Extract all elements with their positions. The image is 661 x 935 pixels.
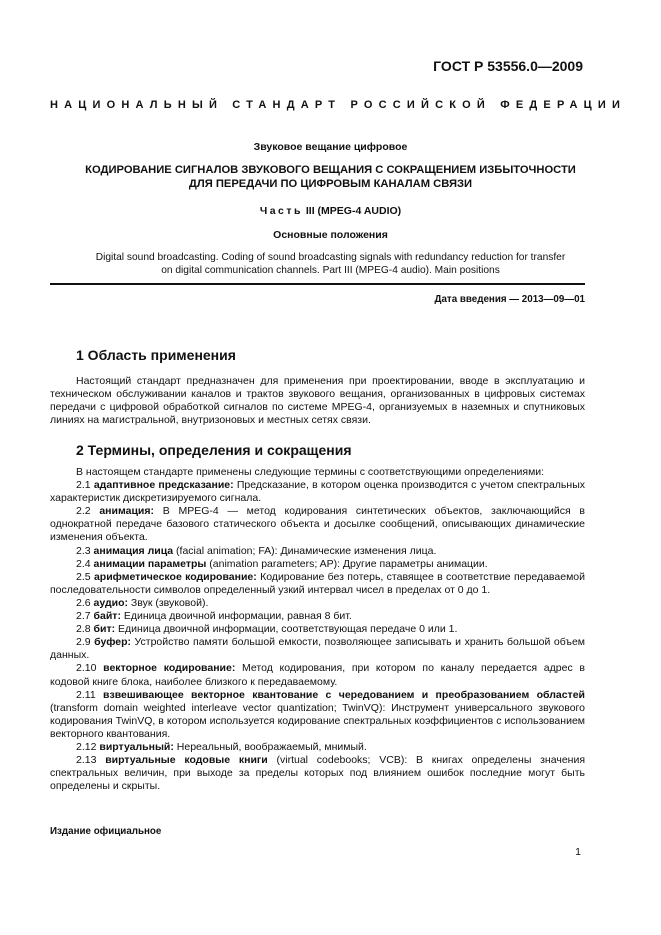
terms-list (50, 479, 585, 793)
term-definition: (animation parameters; AP): Другие параметры анимации. (206, 557, 488, 570)
document-subtitle: Звуковое вещание цифровое (253, 141, 408, 153)
english-title-line-2: on digital communication channels. Part III (MPEG-4 audio). Main positions (161, 264, 500, 276)
term-definition: Единица двоичной информации, соответствующая передаче 0 или 1. (115, 623, 458, 636)
term-definition: Единица двоичной информации, равная 8 бит. (120, 610, 352, 623)
term-entry (50, 505, 585, 544)
national-standard-heading: НАЦИОНАЛЬНЫЙ СТАНДАРТ РОССИЙСКОЙ ФЕДЕРАЦИИ (50, 99, 627, 111)
section-2-intro: В настоящем стандарте применены следующие термины с соответствующими определениями: (76, 466, 545, 478)
term-number: 2.13 (76, 754, 97, 767)
part-word: Часть (259, 205, 303, 217)
basic-provisions: Основные положения (273, 229, 388, 241)
term-definition: В MPEG-4 — метод кодирования синтетических объектов, заключающийся в однократной передаче базового статического объекта и досылке сообщений, описывающих динамические изменения объекта. (50, 505, 585, 544)
term-entry (50, 636, 585, 662)
term-name: анимация: (99, 505, 154, 518)
page-number: 1 (575, 846, 581, 858)
term-entry (50, 571, 585, 597)
term-definition: Предсказание, в котором оценка производится с учетом спектральных характеристик дискретизируемого сигнала. (50, 479, 585, 505)
term-entry (50, 662, 585, 688)
term-number: 2.11 (76, 688, 96, 701)
section-2-body (50, 466, 585, 793)
term-name: адаптивное предсказание: (93, 479, 234, 492)
term-definition: Нереальный, воображаемый, мнимый. (173, 740, 367, 753)
section-2-heading: 2 Термины, определения и сокращения (76, 442, 352, 458)
term-definition: Звук (звуковой). (127, 596, 209, 609)
term-name: буфер: (94, 636, 132, 649)
term-number: 2.12 (76, 740, 97, 753)
term-number: 2.1 (76, 479, 91, 492)
term-definition: (facial animation; FA): Динамические изменения лица. (173, 544, 437, 557)
term-name: анимации параметры (93, 557, 207, 570)
term-entry (50, 558, 585, 571)
term-entry (50, 610, 585, 623)
introduction-date: Дата введения — 2013—09—01 (434, 294, 585, 305)
section-1-body (50, 375, 585, 427)
term-name: векторное кодирование: (103, 662, 236, 675)
term-number: 2.3 (76, 544, 91, 557)
term-name: анимация лица (93, 544, 174, 557)
term-name: байт: (93, 610, 121, 623)
term-name: аудио: (93, 596, 128, 609)
term-entry (50, 597, 585, 610)
header-divider (50, 283, 585, 285)
term-definition: Метод кодирования, при котором по каналу передается адрес в кодовой книге блока, наиболее близкого к передаваемому. (50, 662, 585, 688)
term-definition: (transform domain weighted interleave vector quantization; TwinVQ): Инструмент универсального звукового кодирования TwinVQ, в котором используется кодирование спектральных коэффициентов с использованием векторного квантования. (50, 701, 585, 740)
term-entry (50, 689, 585, 741)
term-number: 2.4 (76, 557, 91, 570)
gost-number: ГОСТ Р 53556.0—2009 (433, 58, 583, 74)
term-name: арифметическое кодирование: (93, 570, 257, 583)
term-number: 2.2 (76, 505, 91, 518)
term-number: 2.7 (76, 610, 91, 623)
term-name: виртуальные кодовые книги (105, 754, 268, 767)
term-entry (50, 623, 585, 636)
term-definition: (virtual codebooks; VCB): В книгах определены значения спектральных величин, при выходе за пределы которых под влиянием ошибок последние могут быть определены и скрыты. (50, 754, 586, 793)
document-title (50, 163, 611, 191)
english-title (50, 252, 611, 277)
english-title-line-1: Digital sound broadcasting. Coding of sound broadcasting signals with redundancy reduction for transfer (95, 252, 566, 263)
term-entry (50, 754, 585, 793)
term-number: 2.9 (76, 636, 91, 649)
term-entry (50, 545, 585, 558)
term-number: 2.8 (76, 623, 91, 636)
part-rest: III (MPEG-4 AUDIO) (302, 205, 402, 217)
part-label (50, 205, 611, 217)
term-name: взвешивающее векторное квантование с чередованием и преобразованием областей (103, 688, 585, 701)
term-number: 2.10 (76, 662, 97, 675)
title-line-1: КОДИРОВАНИЕ СИГНАЛОВ ЗВУКОВОГО ВЕЩАНИЯ С СОКРАЩЕНИЕМ ИЗБЫТОЧНОСТИ (85, 164, 576, 176)
term-number: 2.5 (76, 570, 91, 583)
term-entry (50, 741, 585, 754)
term-name: виртуальный: (99, 740, 174, 753)
term-definition: Устройство памяти большой емкости, позволяющее записывать и хранить большой объем данных. (50, 636, 585, 662)
section-1-paragraph: Настоящий стандарт предназначен для применения при проектировании, вводе в эксплуатацию и техническом обслуживании каналов и трактов звукового вещания, организованных в цифровых системах передачи с цифровой обработкой сигналов по системе MPEG-4, организуемых в наземных и спутниковых линиях на магистральной, внутризоновых и местных сетях связи. (50, 375, 585, 427)
term-name: бит: (93, 623, 116, 636)
title-line-2: ДЛЯ ПЕРЕДАЧИ ПО ЦИФРОВЫМ КАНАЛАМ СВЯЗИ (188, 178, 473, 190)
term-definition: Кодирование без потерь, ставящее в соответствие передаваемой последовательности символов определенный узкий интервал чисел в пределах от 0 до 1. (50, 570, 585, 596)
section-1-heading: 1 Область применения (76, 347, 236, 363)
official-edition: Издание официальное (50, 826, 162, 837)
term-entry (50, 479, 585, 505)
term-number: 2.6 (76, 596, 91, 609)
